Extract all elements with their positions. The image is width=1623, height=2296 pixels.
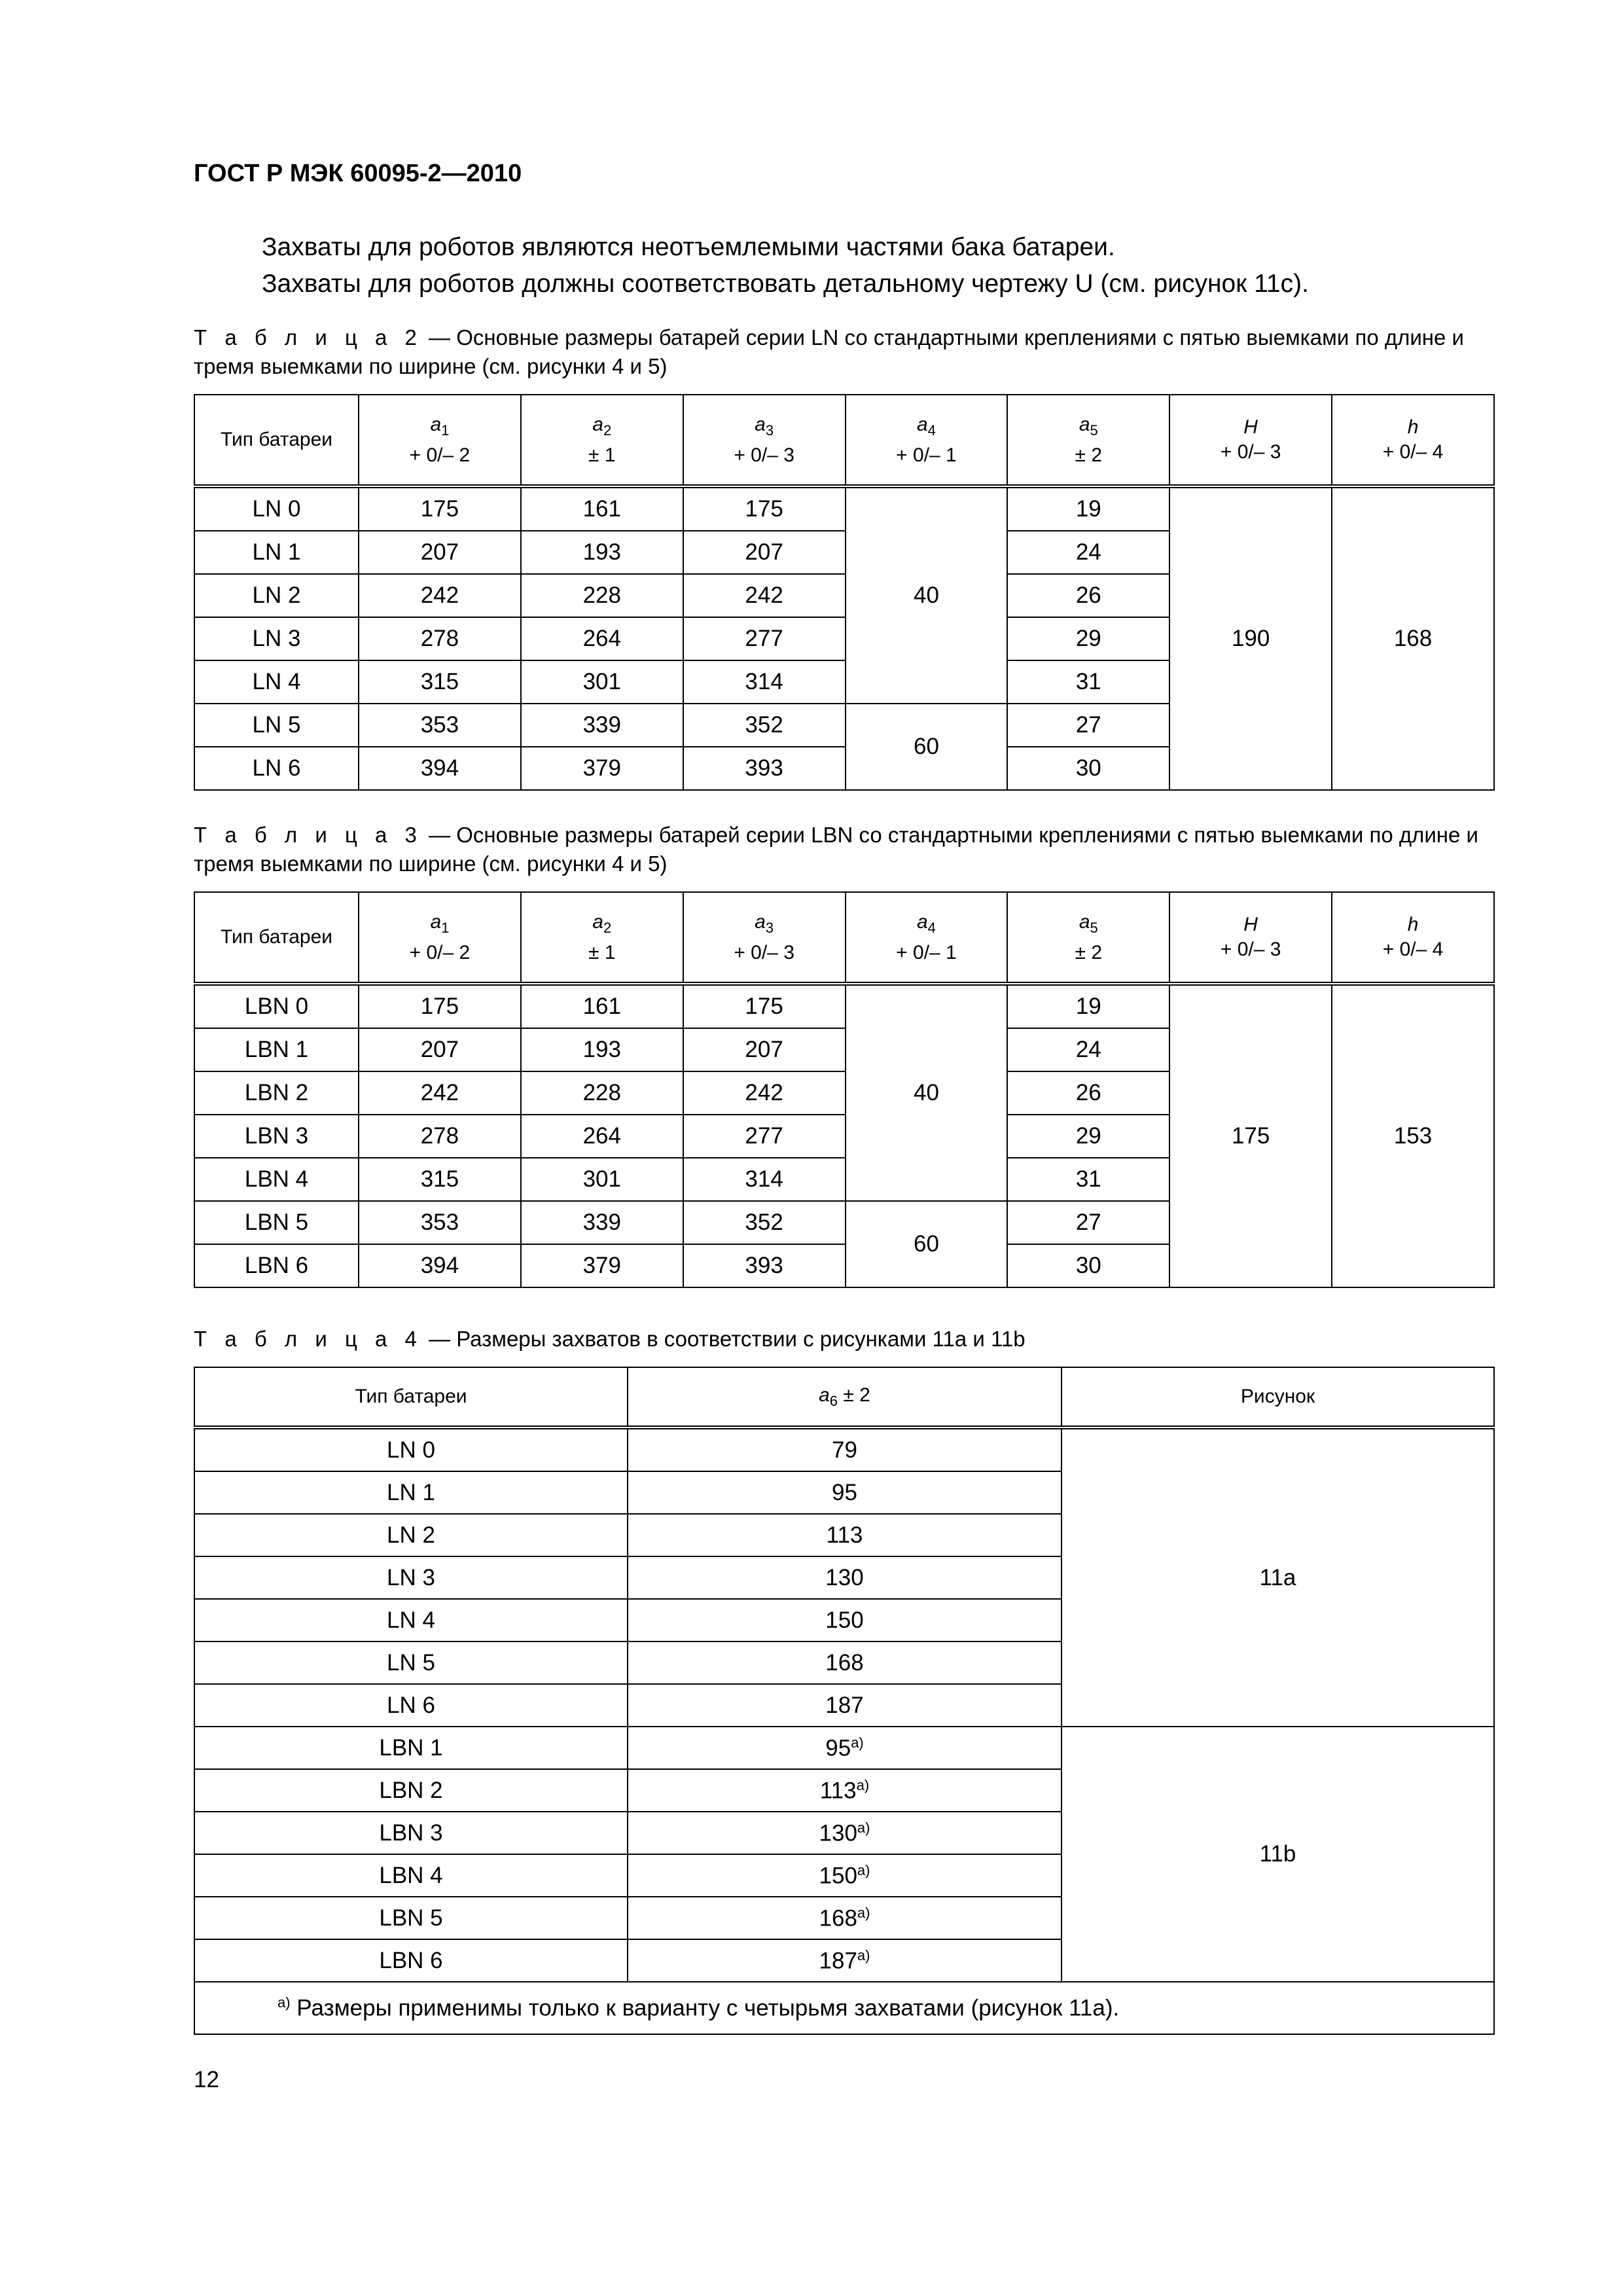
footnote-marker: a) [857,1861,870,1878]
a2-cell: 228 [521,574,683,617]
table4-col-type: Тип батареи [194,1367,628,1427]
symbol: a [592,910,603,933]
a6-value: 113 [819,1778,857,1804]
a2-cell: 379 [521,747,683,790]
a3-cell: 242 [683,574,846,617]
table2-col-header [1169,395,1332,486]
a6-value: 187 [819,1948,857,1974]
a2-cell: 379 [521,1244,683,1287]
footnote-cell [194,1982,1494,2034]
H-cell: 175 [1169,984,1332,1287]
table3-body [194,984,1494,1287]
a2-cell: 301 [521,1158,683,1201]
footnote-marker: a) [851,1734,864,1751]
column-symbol [846,910,1007,941]
a5-cell: 27 [1007,1201,1169,1244]
battery-type-cell: LBN 0 [194,984,359,1028]
a5-cell: 29 [1007,617,1169,660]
a3-cell: 277 [683,617,846,660]
symbol-subscript: 1 [441,422,450,439]
a6-cell [628,1939,1061,1982]
column-tolerance: + 0/– 4 [1382,939,1444,960]
battery-type-cell: LBN 1 [194,1727,628,1769]
table2-col-header [521,395,683,486]
intro-line: Захваты для роботов должны соответствовать детальному чертежу U (см. рисунок 11с). [262,270,1309,298]
column-tolerance: ± 1 [588,941,616,963]
a6-cell: 168 [628,1641,1061,1684]
a3-cell: 277 [683,1115,846,1158]
a6-value: 95 [825,1735,851,1761]
table3-col-header [1169,892,1332,984]
a6-cell: 150 [628,1599,1061,1641]
h-cell: 168 [1332,486,1494,790]
column-symbol [684,412,845,443]
footnote-text: Размеры применимы только к варианту с четырьмя захватами (рисунок 11а). [290,1995,1120,2021]
battery-type-cell: LBN 4 [194,1158,359,1201]
symbol: H [1243,416,1258,438]
column-tolerance: ± 2 [1075,444,1103,466]
footnote-marker: a) [857,1904,870,1921]
table-row [194,1427,1494,1471]
a5-cell: 26 [1007,574,1169,617]
a1-cell: 242 [359,574,521,617]
column-symbol [684,910,845,941]
column-tolerance: + 0/– 1 [896,941,957,963]
a1-cell: 315 [359,660,521,704]
a1-cell: 278 [359,617,521,660]
document-header: ГОСТ Р МЭК 60095-2—2010 [194,160,522,187]
table3-caption-label: Т а б л и ц а 3 [194,823,423,847]
symbol: h [1407,416,1419,438]
symbol: a [916,413,928,435]
a1-cell: 175 [359,486,521,531]
table2-col-header [194,395,359,486]
a4-cell: 60 [846,1201,1008,1287]
table4-caption-label: Т а б л и ц а 4 [194,1327,423,1351]
battery-type-cell: LBN 5 [194,1201,359,1244]
symbol-subscript: 5 [1090,919,1098,936]
column-tolerance: + 0/– 3 [734,444,794,466]
footnote-marker: a) [277,1994,291,2011]
a3-cell: 242 [683,1071,846,1115]
column-tolerance: + 0/– 3 [1220,939,1281,960]
battery-type-cell: LBN 3 [194,1812,628,1854]
figure-cell: 11b [1061,1727,1494,1982]
battery-type-cell: LN 4 [194,660,359,704]
intro-text [262,229,1309,302]
table3-header-row [194,892,1494,984]
a6-value: 150 [819,1863,857,1889]
battery-type-cell: LN 1 [194,531,359,574]
symbol-subscript: 3 [765,422,774,439]
column-tolerance: + 0/– 1 [896,444,957,466]
a2-cell: 228 [521,1071,683,1115]
a3-cell: 207 [683,1028,846,1071]
table2-col-header [359,395,521,486]
symbol: a [430,910,442,933]
footnote-marker: a) [856,1776,870,1793]
a5-cell: 31 [1007,660,1169,704]
symbol-subscript: 5 [1090,422,1098,439]
column-symbol [1170,415,1331,440]
a1-cell: 207 [359,1028,521,1071]
a2-cell: 193 [521,1028,683,1071]
a2-cell: 161 [521,984,683,1028]
a6-value: 168 [819,1905,857,1931]
a1-cell: 278 [359,1115,521,1158]
table2-caption-text: — Основные размеры батарей серии LN со стандартными креплениями с пятью выемками по длине и тремя выемками по ширине (см. рисунки 4 и 5) [194,325,1464,378]
a5-cell: 27 [1007,704,1169,747]
column-symbol [1008,910,1169,941]
symbol-subscript: 2 [603,919,612,936]
symbol: a [916,910,928,933]
table2-col-header [846,395,1008,486]
column-tolerance: + 0/– 3 [1220,441,1281,463]
column-tolerance: + 0/– 2 [409,941,471,963]
table4-caption [194,1325,1496,1354]
column-tolerance: ± 2 [1075,941,1103,963]
battery-type-cell: LN 6 [194,747,359,790]
table-row [194,1727,1494,1769]
table2-caption [194,323,1496,381]
battery-type-cell: LBN 6 [194,1939,628,1982]
table3-col-header [521,892,683,984]
footnote-marker: a) [857,1946,870,1964]
table3-col-header [1007,892,1169,984]
battery-type-cell: LN 4 [194,1599,628,1641]
table2-header-row [194,395,1494,486]
symbol: a [1079,910,1090,933]
a6-cell: 95 [628,1471,1061,1514]
a6-subscript: 6 [829,1392,838,1409]
column-symbol [846,412,1007,443]
a3-cell: 352 [683,1201,846,1244]
a3-cell: 314 [683,660,846,704]
footnote-row [194,1982,1494,2034]
column-symbol [359,412,520,443]
a5-cell: 24 [1007,531,1169,574]
a4-cell: 60 [846,704,1008,790]
footnote-marker: a) [857,1819,870,1836]
table2-col-header [683,395,846,486]
symbol: H [1243,914,1258,935]
h-cell: 153 [1332,984,1494,1287]
table4-col-a6 [628,1367,1061,1427]
a4-cell: 40 [846,984,1008,1201]
a1-cell: 353 [359,704,521,747]
battery-type-cell: LBN 2 [194,1769,628,1812]
a1-cell: 353 [359,1201,521,1244]
a6-cell: 130 [628,1556,1061,1599]
table4-body [194,1427,1494,2034]
column-symbol [1332,415,1493,440]
symbol: a [430,413,442,435]
a3-cell: 175 [683,486,846,531]
table2-body [194,486,1494,790]
a6-tolerance: ± 2 [838,1384,870,1406]
a5-cell: 19 [1007,984,1169,1028]
column-tolerance: ± 1 [588,444,616,466]
table2-col-header [1332,395,1494,486]
a3-cell: 207 [683,531,846,574]
battery-type-cell: LN 3 [194,1556,628,1599]
a1-cell: 242 [359,1071,521,1115]
a1-cell: 315 [359,1158,521,1201]
table3-caption [194,821,1496,878]
a6-symbol: a [819,1384,830,1406]
battery-type-cell: LN 2 [194,574,359,617]
symbol: a [592,413,603,435]
intro-line: Захваты для роботов являются неотъемлемыми частями бака батареи. [262,233,1115,261]
a6-cell: 79 [628,1427,1061,1471]
a2-cell: 339 [521,1201,683,1244]
a3-cell: 393 [683,1244,846,1287]
battery-type-cell: LN 1 [194,1471,628,1514]
table3-col-header [194,892,359,984]
a3-cell: 393 [683,747,846,790]
table3-col-header [846,892,1008,984]
column-tolerance: + 0/– 3 [734,941,794,963]
column-symbol [1008,412,1169,443]
table-row [194,486,1494,531]
a5-cell: 31 [1007,1158,1169,1201]
symbol-subscript: 3 [765,919,774,936]
table2 [194,394,1495,791]
symbol: a [755,910,766,933]
symbol-subscript: 2 [603,422,612,439]
a2-cell: 161 [521,486,683,531]
battery-type-cell: LBN 2 [194,1071,359,1115]
a5-cell: 30 [1007,747,1169,790]
a6-cell [628,1769,1061,1812]
table-row [194,984,1494,1028]
column-tolerance: + 0/– 4 [1382,441,1444,463]
column-symbol [359,910,520,941]
a1-cell: 175 [359,984,521,1028]
a6-cell: 113 [628,1514,1061,1556]
column-name: Тип батареи [220,926,333,948]
a6-cell [628,1812,1061,1854]
battery-type-cell: LBN 5 [194,1897,628,1939]
a5-cell: 26 [1007,1071,1169,1115]
a2-cell: 301 [521,660,683,704]
table3-caption-text: — Основные размеры батарей серии LBN со стандартными креплениями с пятью выемками по длине и тремя выемками по ширине (см. рисунки 4 и 5) [194,823,1478,876]
a3-cell: 314 [683,1158,846,1201]
page-number: 12 [194,2067,219,2092]
a3-cell: 352 [683,704,846,747]
battery-type-cell: LBN 4 [194,1854,628,1897]
battery-type-cell: LBN 1 [194,1028,359,1071]
table2-caption-label: Т а б л и ц а 2 [194,325,423,350]
column-tolerance: + 0/– 2 [409,444,471,466]
a6-cell: 187 [628,1684,1061,1727]
H-cell: 190 [1169,486,1332,790]
battery-type-cell: LN 5 [194,1641,628,1684]
battery-type-cell: LN 5 [194,704,359,747]
battery-type-cell: LN 6 [194,1684,628,1727]
column-symbol [522,412,683,443]
column-symbol [522,910,683,941]
a4-cell: 40 [846,486,1008,704]
a5-cell: 30 [1007,1244,1169,1287]
a3-cell: 175 [683,984,846,1028]
figure-cell: 11a [1061,1427,1494,1727]
a1-cell: 394 [359,1244,521,1287]
symbol-subscript: 1 [441,919,450,936]
symbol-subscript: 4 [927,919,936,936]
symbol-subscript: 4 [927,422,936,439]
a6-cell [628,1854,1061,1897]
battery-type-cell: LN 0 [194,486,359,531]
table4-col-figure: Рисунок [1061,1367,1494,1427]
table4-caption-text: — Размеры захватов в соответствии с рисунками 11а и 11b [422,1327,1026,1351]
a5-cell: 19 [1007,486,1169,531]
a6-value: 130 [819,1820,857,1846]
battery-type-cell: LBN 3 [194,1115,359,1158]
symbol: a [755,413,766,435]
table3 [194,891,1495,1288]
a5-cell: 24 [1007,1028,1169,1071]
battery-type-cell: LN 3 [194,617,359,660]
table3-col-header [1332,892,1494,984]
table3-col-header [683,892,846,984]
a1-cell: 394 [359,747,521,790]
column-name: Тип батареи [220,429,333,450]
a6-cell [628,1727,1061,1769]
battery-type-cell: LN 2 [194,1514,628,1556]
a2-cell: 339 [521,704,683,747]
symbol: h [1407,914,1419,935]
battery-type-cell: LN 0 [194,1427,628,1471]
a2-cell: 264 [521,617,683,660]
table4 [194,1367,1495,2035]
table3-col-header [359,892,521,984]
battery-type-cell: LBN 6 [194,1244,359,1287]
symbol: a [1079,413,1090,435]
table2-col-header [1007,395,1169,486]
column-symbol [1170,912,1331,937]
a1-cell: 207 [359,531,521,574]
table4-header-row [194,1367,1494,1427]
a2-cell: 193 [521,531,683,574]
a6-cell [628,1897,1061,1939]
a2-cell: 264 [521,1115,683,1158]
a5-cell: 29 [1007,1115,1169,1158]
column-symbol [1332,912,1493,937]
